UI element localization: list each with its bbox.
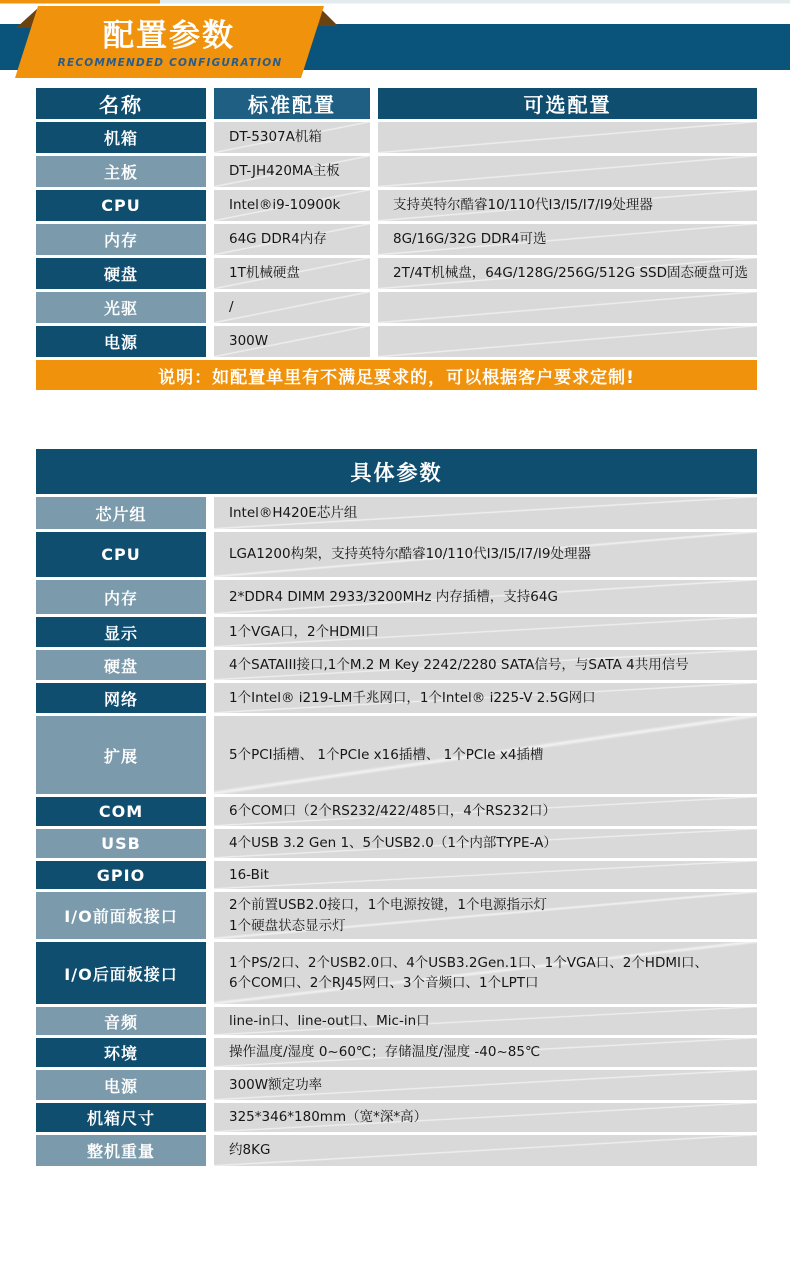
spec-value: 1个Intel® i219-LM千兆网口，1个Intel® i225-V 2.5G网口 — [214, 683, 757, 713]
row-label: 硬盘 — [36, 650, 206, 680]
configuration-table-header — [36, 88, 757, 119]
table-row — [36, 326, 757, 357]
row-label: I/O后面板接口 — [36, 942, 206, 1004]
row-label: 网络 — [36, 683, 206, 713]
standard-value: DT-JH420MA主板 — [214, 156, 370, 187]
table-row — [36, 683, 757, 713]
table-row — [36, 258, 757, 289]
page-header-banner — [0, 0, 790, 82]
spec-value-line1: 1个PS/2口、2个USB2.0口、4个USB3.2Gen.1口、1个VGA口、2个HDMI口、 — [229, 954, 708, 971]
table-row — [36, 1135, 757, 1166]
spec-value: Intel®H420E芯片组 — [214, 497, 757, 529]
optional-value — [378, 122, 757, 153]
row-label: 显示 — [36, 617, 206, 647]
table-row — [36, 892, 757, 939]
spec-value: LGA1200构架，支持英特尔酷睿10/110代I3/I5/I7/I9处理器 — [214, 532, 757, 577]
spec-value-line1: 2个前置USB2.0接口，1个电源按键，1个电源指示灯 — [229, 897, 547, 914]
table-row — [36, 1038, 757, 1067]
spec-value-line2: 6个COM口、2个RJ45网口、3个音频口、1个LPT口 — [229, 975, 539, 991]
row-label: 硬盘 — [36, 258, 206, 289]
table-row — [36, 497, 757, 529]
spec-value-line2: 1个硬盘状态显示灯 — [229, 917, 346, 934]
spec-value: line-in口、line-out口、Mic-in口 — [214, 1007, 757, 1035]
standard-value: / — [214, 292, 370, 323]
spec-value: 操作温度/湿度 0~60℃；存储温度/湿度 -40~85℃ — [214, 1038, 757, 1067]
spec-value: 6个COM口（2个RS232/422/485口，4个RS232口） — [214, 797, 757, 826]
specs-table-title: 具体参数 — [36, 449, 757, 494]
optional-value: 2T/4T机械盘，64G/128G/256G/512G SSD固态硬盘可选 — [378, 258, 757, 289]
table-row — [36, 1070, 757, 1100]
row-label: I/O前面板接口 — [36, 892, 206, 939]
standard-value: 64G DDR4内存 — [214, 224, 370, 255]
configuration-table — [36, 88, 757, 390]
top-strip-gray — [160, 0, 790, 4]
spec-value: 16-Bit — [214, 861, 757, 889]
table-row — [36, 1103, 757, 1132]
row-label: 电源 — [36, 1070, 206, 1100]
column-header-optional: 可选配置 — [378, 88, 757, 119]
table-row — [36, 617, 757, 647]
table-row — [36, 797, 757, 826]
spec-value: 1个VGA口，2个HDMI口 — [214, 617, 757, 647]
standard-value: 1T机械硬盘 — [214, 258, 370, 289]
table-row — [36, 122, 757, 153]
row-label: GPIO — [36, 861, 206, 889]
spec-value: 4个USB 3.2 Gen 1、5个USB2.0（1个内部TYPE-A） — [214, 829, 757, 858]
table-row — [36, 532, 757, 577]
table-row — [36, 861, 757, 889]
row-label: 环境 — [36, 1038, 206, 1067]
page-title: 配置参数 — [103, 18, 235, 54]
spec-value: 约8KG — [214, 1135, 757, 1166]
row-label: COM — [36, 797, 206, 826]
table-row — [36, 156, 757, 187]
column-header-name: 名称 — [36, 88, 206, 119]
spec-value: 2*DDR4 DIMM 2933/3200MHz 内存插槽，支持64G — [214, 580, 757, 614]
top-strip-orange — [0, 0, 160, 4]
standard-value: 300W — [214, 326, 370, 357]
table-row — [36, 942, 757, 1004]
spec-value — [214, 892, 757, 939]
standard-value: DT-5307A机箱 — [214, 122, 370, 153]
spec-value: 325*346*180mm（宽*深*高） — [214, 1103, 757, 1132]
row-label: USB — [36, 829, 206, 858]
table-row — [36, 716, 757, 794]
row-label: 扩展 — [36, 716, 206, 794]
row-label: 内存 — [36, 224, 206, 255]
spec-value: 4个SATAIII接口,1个M.2 M Key 2242/2280 SATA信号，与SATA 4共用信号 — [214, 650, 757, 680]
row-label: 音频 — [36, 1007, 206, 1035]
page-subtitle: RECOMMENDED CONFIGURATION — [57, 57, 283, 69]
spec-value: 5个PCI插槽、 1个PCIe x16插槽、 1个PCIe x4插槽 — [214, 716, 757, 794]
table-row — [36, 224, 757, 255]
table-row — [36, 829, 757, 858]
detailed-specs-table — [36, 449, 757, 1166]
row-label: 整机重量 — [36, 1135, 206, 1166]
optional-value — [378, 156, 757, 187]
standard-value: Intel®i9-10900k — [214, 190, 370, 221]
row-label: CPU — [36, 532, 206, 577]
spec-value — [214, 942, 757, 1004]
table-row — [36, 1007, 757, 1035]
column-header-standard: 标准配置 — [214, 88, 370, 119]
row-label: 机箱尺寸 — [36, 1103, 206, 1132]
row-label: 电源 — [36, 326, 206, 357]
table-row — [36, 580, 757, 614]
optional-value — [378, 326, 757, 357]
table-row — [36, 292, 757, 323]
row-label: 机箱 — [36, 122, 206, 153]
row-label: 芯片组 — [36, 497, 206, 529]
spec-value: 300W额定功率 — [214, 1070, 757, 1100]
row-label: 主板 — [36, 156, 206, 187]
optional-value: 支持英特尔酷睿10/110代I3/I5/I7/I9处理器 — [378, 190, 757, 221]
customization-notice: 说明：如配置单里有不满足要求的，可以根据客户要求定制! — [36, 360, 757, 390]
table-row — [36, 650, 757, 680]
row-label: 光驱 — [36, 292, 206, 323]
optional-value — [378, 292, 757, 323]
row-label: 内存 — [36, 580, 206, 614]
optional-value: 8G/16G/32G DDR4可选 — [378, 224, 757, 255]
row-label: CPU — [36, 190, 206, 221]
table-row — [36, 190, 757, 221]
